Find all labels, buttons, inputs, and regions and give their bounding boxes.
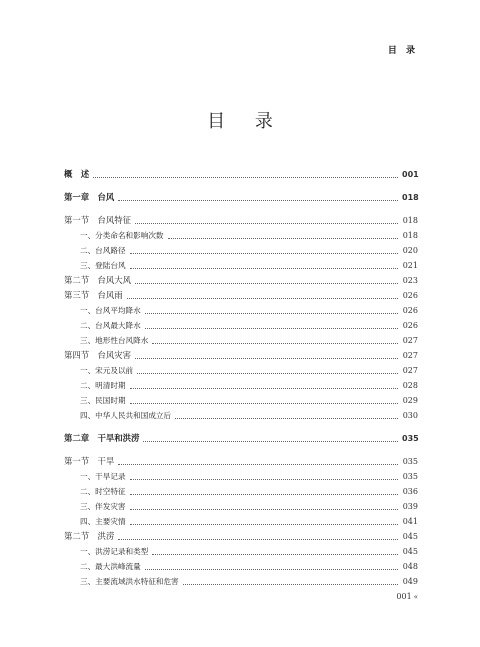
toc-entry-page: 026	[402, 321, 418, 330]
toc-entry-label: 一、台风平均降水	[80, 306, 141, 315]
leader-dots	[145, 312, 398, 314]
leader-dots	[175, 417, 398, 419]
toc-entry-sub[interactable]	[64, 258, 418, 273]
toc-entry-label: 第二节 洪涝	[64, 531, 115, 541]
leader-dots	[118, 199, 398, 201]
leader-dots	[118, 538, 398, 540]
toc-entry-sub[interactable]	[64, 574, 418, 589]
folio-number: 001	[396, 592, 412, 601]
toc-entry-sub[interactable]	[64, 514, 418, 529]
running-head: 目 录	[387, 46, 418, 56]
toc-entry-sub[interactable]	[64, 393, 418, 408]
leader-dots	[152, 553, 398, 555]
toc-entry-page: 035	[402, 434, 419, 443]
toc-entry-page: 049	[402, 577, 418, 586]
toc-entry-label: 二、最大洪峰流量	[80, 562, 141, 571]
toc-entry-page: 027	[402, 366, 418, 375]
toc-entry-label: 四、中华人民共和国成立后	[80, 411, 172, 420]
toc-gap	[64, 182, 418, 190]
folio-arrows: «	[413, 593, 418, 601]
leader-dots	[130, 387, 398, 389]
toc-entry-page: 026	[402, 291, 418, 300]
toc-entry-label: 第一节 干旱	[64, 456, 115, 466]
toc-entry-label: 第二节 台风大风	[64, 275, 131, 285]
toc-entry-sub[interactable]	[64, 333, 418, 348]
toc-entry-sub[interactable]	[64, 228, 418, 243]
leader-dots	[130, 508, 398, 510]
toc-entry-sub[interactable]	[64, 303, 418, 318]
toc-entry-page: 029	[402, 396, 418, 405]
leader-dots	[118, 463, 398, 465]
toc-entry-page: 045	[402, 547, 418, 556]
leader-dots	[135, 222, 398, 224]
toc-entry-sub[interactable]	[64, 484, 418, 499]
leader-dots	[143, 440, 398, 442]
toc-entry-label: 一、分类命名和影响次数	[80, 231, 164, 240]
leader-dots	[130, 267, 398, 269]
toc-entry-sec[interactable]	[64, 454, 418, 469]
toc-entry-label: 第二章 干旱和洪涝	[64, 433, 140, 443]
toc-entry-label: 一、干旱记录	[80, 472, 126, 481]
toc-entry-label: 二、时空特征	[80, 487, 126, 496]
toc-entry-label: 三、主要流域洪水特征和危害	[80, 577, 179, 586]
toc-entry-label: 一、洪涝记录和类型	[80, 547, 149, 556]
toc-gap	[64, 446, 418, 454]
toc-entry-label: 三、登陆台风	[80, 261, 126, 270]
toc-entry-label: 第一节 台风特征	[64, 215, 131, 225]
toc-entry-page: 027	[402, 351, 418, 360]
toc-entry-sub[interactable]	[64, 559, 418, 574]
leader-dots	[127, 297, 398, 299]
toc-entry-sub[interactable]	[64, 243, 418, 258]
toc-entry-page: 035	[402, 457, 418, 466]
toc-entry-label: 二、明清时期	[80, 381, 126, 390]
leader-dots	[135, 282, 398, 284]
toc-entry-page: 039	[402, 502, 418, 511]
toc-entry-label: 三、伴发灾害	[80, 502, 126, 511]
toc-entry-page: 018	[402, 216, 418, 225]
page-title: 目 录	[207, 111, 285, 132]
toc-entry-page: 018	[402, 231, 418, 240]
toc-entry-page: 030	[402, 411, 418, 420]
toc-entry-sub[interactable]	[64, 544, 418, 559]
toc-entry-label: 二、台风路径	[80, 246, 126, 255]
toc-entry-sub[interactable]	[64, 499, 418, 514]
toc-entry-label: 第三节 台风雨	[64, 290, 123, 300]
toc-entry-label: 二、台风最大降水	[80, 321, 141, 330]
toc-entry-page: 045	[402, 532, 418, 541]
leader-dots	[145, 327, 398, 329]
toc-entry-chapter[interactable]	[64, 167, 418, 182]
toc-entry-page: 020	[402, 246, 418, 255]
toc-gap	[64, 205, 418, 213]
toc-entry-sub[interactable]	[64, 378, 418, 393]
toc-entry-page: 048	[402, 562, 418, 571]
toc-entry-page: 036	[402, 487, 418, 496]
toc-entry-chapter[interactable]	[64, 431, 418, 446]
leader-dots	[168, 237, 398, 239]
toc-entry-chapter[interactable]	[64, 190, 418, 205]
leader-dots	[183, 583, 398, 585]
leader-dots	[130, 402, 398, 404]
leader-dots	[130, 478, 398, 480]
leader-dots	[130, 493, 398, 495]
leader-dots	[145, 568, 398, 570]
toc-entry-page: 035	[402, 472, 418, 481]
toc-entry-page: 021	[402, 261, 418, 270]
toc-entry-page: 001	[402, 170, 419, 179]
toc-entry-sec[interactable]	[64, 348, 418, 363]
toc-entry-label: 第四节 台风灾害	[64, 350, 131, 360]
page-number	[396, 592, 418, 601]
toc-entry-label: 概 述	[64, 169, 90, 179]
leader-dots	[130, 523, 398, 525]
toc-entry-label: 一、宋元及以前	[80, 366, 134, 375]
toc-entry-page: 041	[402, 517, 418, 526]
toc-entry-label: 三、民国时期	[80, 396, 126, 405]
toc-entry-page: 027	[402, 336, 418, 345]
toc-entry-label: 四、主要灾情	[80, 517, 126, 526]
leader-dots	[152, 342, 398, 344]
leader-dots	[130, 252, 398, 254]
toc-entry-sub[interactable]	[64, 363, 418, 378]
toc-entry-page: 028	[402, 381, 418, 390]
toc-entry-sub[interactable]	[64, 469, 418, 484]
toc-entry-sec[interactable]	[64, 529, 418, 544]
toc-entry-page: 018	[402, 193, 419, 202]
toc-gap	[64, 423, 418, 431]
toc-entry-sec[interactable]	[64, 213, 418, 228]
table-of-contents	[64, 167, 418, 589]
toc-entry-page: 026	[402, 306, 418, 315]
toc-entry-sub[interactable]	[64, 408, 418, 423]
toc-entry-sec[interactable]	[64, 273, 418, 288]
toc-entry-label: 第一章 台风	[64, 192, 115, 202]
toc-entry-label: 三、地形性台风降水	[80, 336, 149, 345]
leader-dots	[93, 176, 398, 178]
toc-entry-page: 023	[402, 276, 418, 285]
leader-dots	[137, 372, 398, 374]
leader-dots	[135, 357, 398, 359]
toc-entry-sec[interactable]	[64, 288, 418, 303]
toc-entry-sub[interactable]	[64, 318, 418, 333]
